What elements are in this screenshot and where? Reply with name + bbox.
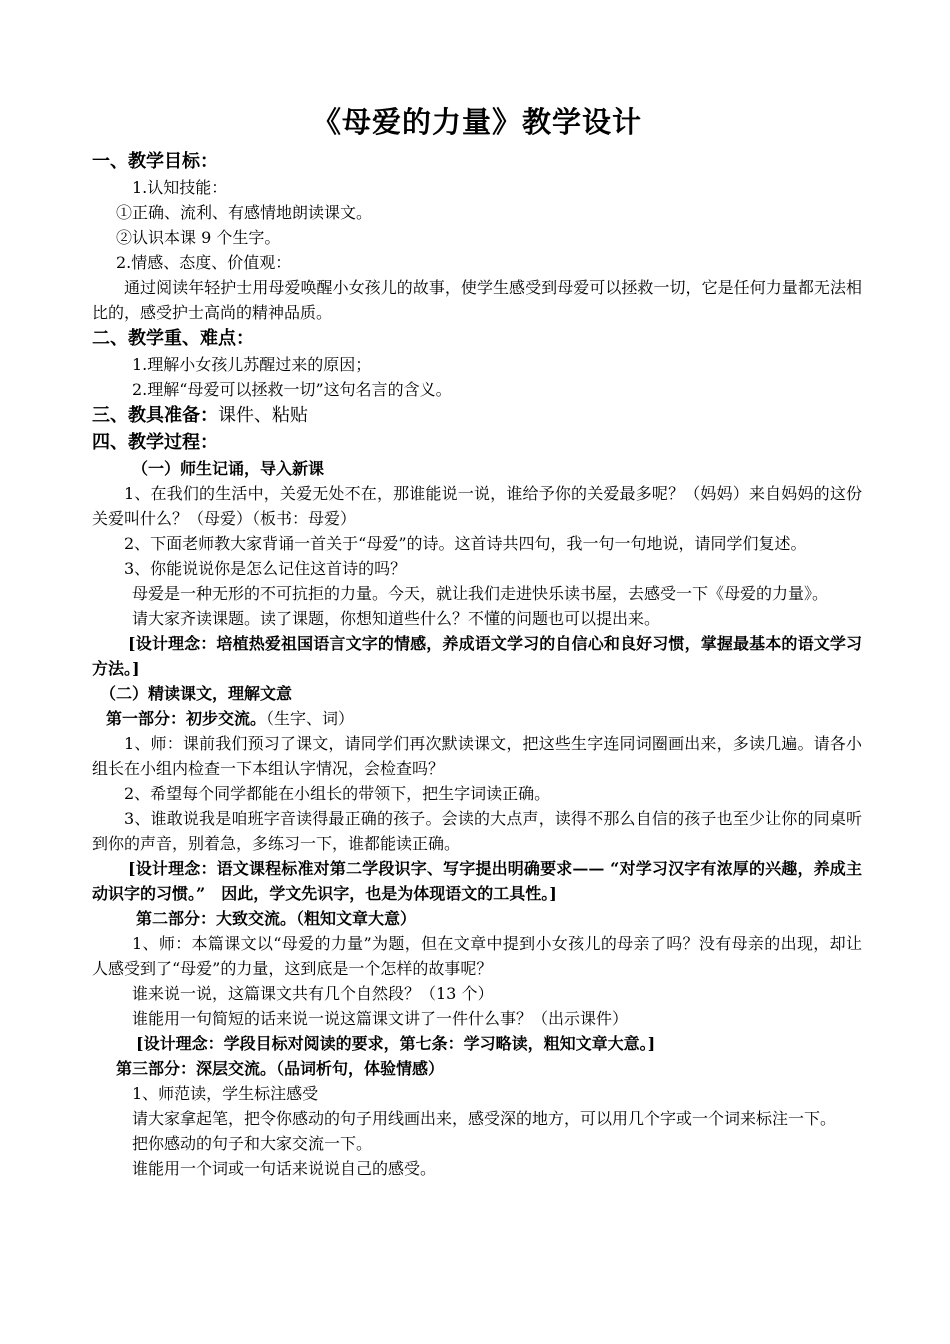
paragraph: 1、在我们的生活中，关爱无处不在，那谁能说一说，谁给予你的关爱最多呢？（妈妈）来自妈妈的这份关爱叫什么？（母爱）（板书：母爱） (92, 484, 862, 528)
key-point-line: 1.理解小女孩儿苏醒过来的原因； (132, 355, 372, 374)
section-heading-objectives: 一、教学目标： (92, 151, 218, 172)
paragraph: 请大家拿起笔，把令你感动的句子用线画出来，感受深的地方，可以用几个字或一个词来标注一下。 (132, 1109, 837, 1128)
subsection-heading: （二）精读课文，理解文意 (100, 684, 293, 703)
paragraph: 谁能用一句简短的话来说一说这篇课文讲了一件什么事？（出示课件） (132, 1009, 629, 1028)
page-title: 《母爱的力量》教学设计 (311, 105, 642, 139)
subsection-heading: （一）师生记诵，导入新课 (132, 459, 325, 478)
paragraph: 1、师范读，学生标注感受 (132, 1084, 319, 1103)
paragraph: 谁能用一个词或一句话来说说自己的感受。 (132, 1159, 437, 1178)
materials-value: 课件、粘贴 (218, 405, 308, 426)
paragraph: 请大家齐读课题。读了课题，你想知道些什么？不懂的问题也可以提出来。 (132, 609, 661, 628)
part-heading-text: 第一部分：初步交流。 (106, 709, 267, 728)
part-heading: 第二部分：大致交流。（粗知文章大意） (136, 909, 417, 928)
objective-line: ②认识本课 9 个生字。 (116, 228, 281, 247)
paragraph: 3、你能说说你是怎么记住这首诗的吗？ (124, 559, 407, 578)
paragraph: 2、希望每个同学都能在小组长的带领下，把生字词读正确。 (124, 784, 551, 803)
section-heading-key-points: 二、教学重、难点： (92, 328, 254, 349)
paragraph: 1、师：本篇课文以“母爱的力量”为题，但在文章中提到小女孩儿的母亲了吗？没有母亲的出现，却让人感受到了“母爱”的力量，这到底是一个怎样的故事呢？ (92, 934, 862, 978)
paragraph: 3、谁敢说我是咱班字音读得最正确的孩子。会读的大点声，读得不那么自信的孩子也至少让你的同桌听到你的声音，别着急，多练习一下，谁都能读正确。 (92, 809, 862, 853)
design-note: [设计理念：学段目标对阅读的要求，第七条：学习略读，粗知文章大意。] (136, 1034, 656, 1053)
paragraph: 把你感动的句子和大家交流一下。 (132, 1134, 373, 1153)
objective-paragraph: 通过阅读年轻护士用母爱唤醒小女孩儿的故事，使学生感受到母爱可以拯救一切，它是任何力量都无法相比的，感受护士高尚的精神品质。 (92, 278, 862, 322)
paragraph: 2、下面老师教大家背诵一首关于“母爱”的诗。这首诗共四句，我一句一句地说，请同学们复述。 (124, 534, 807, 553)
key-point-line: 2.理解“母爱可以拯救一切”这句名言的含义。 (132, 380, 452, 399)
paragraph: 母爱是一种无形的不可抗拒的力量。今天，就让我们走进快乐读书屋，去感受一下《母爱的力量》。 (132, 584, 829, 603)
design-note: [设计理念：培植热爱祖国语言文字的情感，养成语文学习的自信心和良好习惯，掌握最基本的语文学习方法。] (92, 634, 862, 678)
document-page (92, 100, 862, 1181)
section-heading-materials (92, 402, 862, 429)
part-heading: 第三部分：深层交流。（品词析句，体验情感） (116, 1059, 445, 1078)
part-heading-extra: （生字、词） (266, 709, 355, 728)
paragraph: 谁来说一说，这篇课文共有几个自然段？（13 个） (132, 984, 494, 1003)
objective-line: 2.情感、态度、价值观： (116, 253, 292, 272)
design-note: [设计理念：语文课程标准对第二学段识字、写字提出明确要求—— “对学习汉字有浓厚的兴趣，养成主动识字的习惯。” 因此，学文先识字，也是为体现语文的工具性。] (92, 859, 862, 903)
section-heading-process: 四、教学过程： (92, 432, 218, 453)
materials-label: 三、教具准备： (92, 405, 218, 426)
objective-line: ①正确、流利、有感情地朗读课文。 (116, 203, 373, 222)
paragraph: 1、师：课前我们预习了课文，请同学们再次默读课文，把这些生字连同词圈画出来，多读几遍。请各小组长在小组内检查一下本组认字情况，会检查吗？ (92, 734, 862, 778)
part-heading (92, 706, 862, 731)
objective-line: 1.认知技能： (132, 178, 228, 197)
